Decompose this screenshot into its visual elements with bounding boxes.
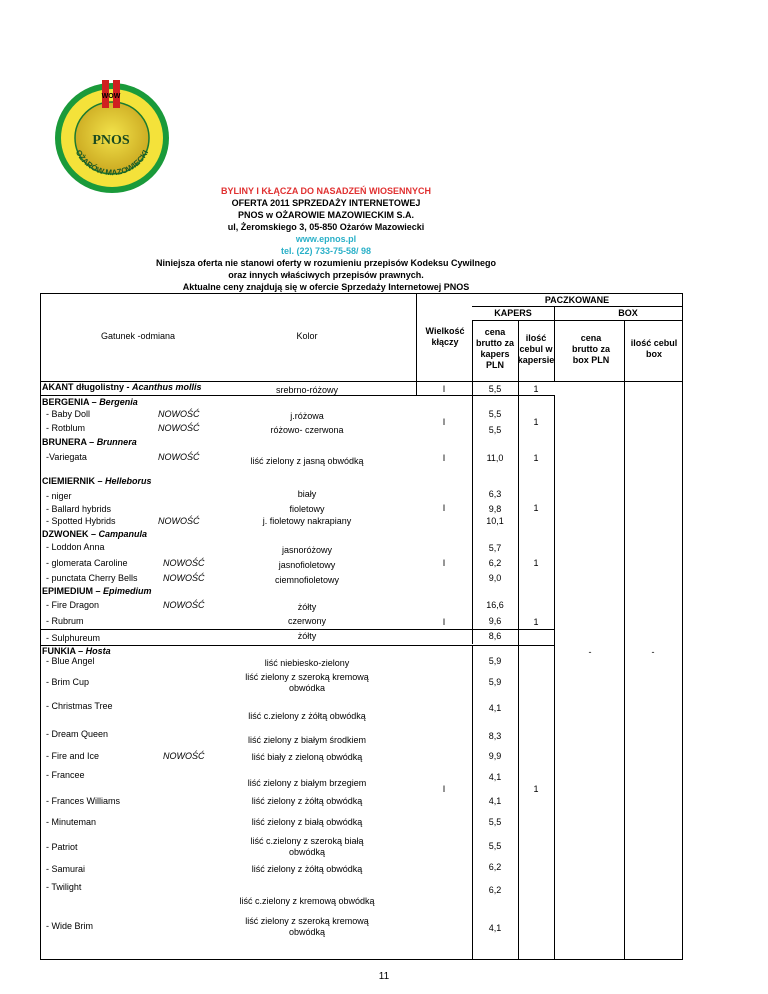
size-cell: I [442, 503, 446, 513]
color-cell: biały [297, 489, 317, 499]
kap-qty-cell: 1 [533, 503, 539, 513]
variety-name: - Sulphureum [46, 633, 101, 643]
offer-subtitle: OFERTA 2011 SPRZEDAŻY INTERNETOWEJ [231, 198, 421, 208]
size-cell: I [442, 417, 446, 427]
legal-note-1: Niniejsza oferta nie stanowi oferty w rozumieniu przepisów Kodeksu Cywilnego [155, 258, 497, 268]
variety-name: - Wide Brim [46, 921, 93, 931]
size-cell: I [442, 784, 446, 794]
variety-name: - punctata Cherry Bells [46, 573, 138, 583]
variety-name: - Rotblum [46, 423, 86, 433]
new-badge: NOWOŚĆ [158, 423, 200, 433]
pnos-logo [53, 72, 171, 194]
kap-price-cell: 11,0 [486, 453, 504, 463]
grid-line [41, 629, 555, 630]
website-link[interactable]: www.epnos.pl [295, 234, 357, 244]
box-price-header-2: brutto za [572, 344, 610, 354]
group-title-bergenia: BERGENIA – Bergenia [42, 397, 138, 407]
variety-name: - Loddon Anna [46, 542, 105, 552]
kap-price-cell: 5,7 [488, 543, 502, 553]
company-name: PNOS w OŻAROWIE MAZOWIECKIM S.A. [238, 210, 414, 220]
kap-price-cell: 5,5 [488, 817, 502, 827]
grid-line [472, 320, 473, 644]
kap-price-cell: 10,1 [486, 516, 504, 526]
variety-name: - niger [46, 491, 72, 501]
color-cell: żółty [297, 602, 317, 612]
grid-line [472, 645, 473, 959]
size-header-1: Wielkość [425, 326, 465, 336]
size-cell: I [442, 384, 446, 394]
box-header: BOX [618, 308, 638, 318]
group-title-dzwonek: DZWONEK – Campanula [42, 529, 148, 539]
group-title-epimedium: EPIMEDIUM – Epimedium [42, 586, 152, 596]
size-header-2: kłączy [431, 337, 459, 347]
box-price-cell: - [588, 647, 592, 657]
group-title-funkia: FUNKIA – Hosta [42, 646, 111, 656]
kap-qty-cell: 1 [533, 617, 539, 627]
kap-price-cell: 4,1 [488, 772, 502, 782]
variety-name: - Christmas Tree [46, 701, 113, 711]
kap-qty-header-3: kapersie [517, 355, 555, 365]
kap-price-header-2: brutto za [476, 338, 514, 348]
grid-line [472, 306, 682, 307]
variety-name: - Francee [46, 770, 85, 780]
kap-price-cell: 9,0 [488, 573, 502, 583]
variety-name: - Minuteman [46, 817, 97, 827]
kap-price-cell: 6,2 [488, 862, 502, 872]
grid-line [518, 320, 519, 959]
phone-number: tel. (22) 733-75-58/ 98 [280, 246, 372, 256]
kap-qty-cell: 1 [533, 558, 539, 568]
grid-line [554, 395, 555, 959]
color-cell: liść zielony z szeroką kremową obwódką [245, 916, 369, 937]
kap-qty-header-2: cebul w [519, 344, 553, 354]
kap-price-cell: 4,1 [488, 703, 502, 713]
color-cell: liść c.zielony z kremową obwódką [239, 896, 375, 906]
color-cell: liść zielony z jasną obwódką [250, 456, 364, 466]
variety-name: - Ballard hybrids [46, 504, 112, 514]
legal-note-3: Aktualne ceny znajdują się w ofercie Sprzedaży Internetowej PNOS [182, 282, 470, 292]
variety-name: - Fire Dragon [46, 600, 100, 610]
kap-qty-cell: 1 [533, 417, 539, 427]
new-badge: NOWOŚĆ [163, 600, 205, 610]
variety-name: - Baby Doll [46, 409, 91, 419]
color-cell: srebrno-różowy [275, 385, 339, 395]
kap-price-cell: 5,5 [488, 425, 502, 435]
grid-line [472, 320, 682, 321]
group-title-brunera: BRUNERA – Brunnera [42, 437, 137, 447]
color-cell: czerwony [287, 616, 327, 626]
color-cell: liść zielony z żółtą obwódką [251, 864, 363, 874]
size-cell: I [442, 558, 446, 568]
variety-name: - Blue Angel [46, 656, 95, 666]
color-cell: liść zielony z żółtą obwódką [251, 796, 363, 806]
color-cell: liść biały z zieloną obwódką [251, 752, 363, 762]
kap-price-cell: 8,6 [488, 631, 502, 641]
kap-price-header-3: kapers [480, 349, 510, 359]
kap-price-cell: 9,9 [488, 751, 502, 761]
kap-qty-header-1: ilość [525, 333, 547, 343]
color-cell: liść zielony z białym brzegiem [247, 778, 367, 788]
grid-line [554, 306, 555, 381]
logo-top-text: WOW [101, 93, 121, 100]
logo-ring-text: OŻARÓW MAZOWIECKI [73, 148, 151, 178]
box-qty-header-1: ilość cebul [630, 338, 678, 348]
kap-price-cell: 5,9 [488, 677, 502, 687]
color-cell: liść c.zielony z żółtą obwódką [248, 711, 366, 721]
color-cell: żółty [297, 631, 317, 641]
variety-name: - Twilight [46, 882, 82, 892]
group-title-ciemiernik: CIEMIERNIK – Helleborus [42, 476, 152, 486]
grid-line [41, 645, 555, 646]
kap-price-cell: 4,1 [488, 923, 502, 933]
kap-price-cell: 6,2 [488, 558, 502, 568]
variety-name: - Dream Queen [46, 729, 109, 739]
company-address: ul, Żeromskiego 3, 05-850 Ożarów Mazowiecki [227, 222, 425, 232]
kap-price-cell: 6,3 [488, 489, 502, 499]
new-badge: NOWOŚĆ [158, 452, 200, 462]
color-cell: j.różowa [290, 411, 324, 421]
variety-name: - glomerata Caroline [46, 558, 128, 568]
color-cell: liść zielony z białą obwódką [251, 817, 363, 827]
variety-name: - Spotted Hybrids [46, 516, 116, 526]
new-badge: NOWOŚĆ [158, 516, 200, 526]
variety-name: - Samurai [46, 864, 86, 874]
kap-price-cell: 9,8 [488, 504, 502, 514]
grid-line [624, 320, 625, 959]
color-cell: jasnofioletowy [278, 560, 336, 570]
offer-table [40, 293, 683, 960]
color-cell: różowo- czerwona [270, 425, 344, 435]
kap-price-cell: 4,1 [488, 796, 502, 806]
box-price-header-1: cena [580, 333, 602, 343]
kap-qty-cell: 1 [533, 784, 539, 794]
new-badge: NOWOŚĆ [158, 409, 200, 419]
kap-price-cell: 5,5 [488, 841, 502, 851]
color-cell: liść zielony z białym środkiem [247, 735, 367, 745]
new-badge: NOWOŚĆ [163, 573, 205, 583]
kap-price-cell: 5,5 [488, 409, 502, 419]
kap-price-cell: 5,5 [488, 384, 502, 394]
kapers-header: KAPERS [494, 308, 532, 318]
variety-name: - Patriot [46, 842, 78, 852]
kap-price-cell: 8,3 [488, 731, 502, 741]
color-cell: j. fioletowy nakrapiany [262, 516, 352, 526]
kap-price-cell: 5,9 [488, 656, 502, 666]
kap-price-header-1: cena [484, 327, 506, 337]
size-cell: I [442, 617, 446, 627]
species-header: Gatunek -odmiana [100, 331, 176, 341]
variety-name: -Variegata [46, 452, 87, 462]
page-number: 11 [378, 971, 390, 982]
variety-name: - Frances Williams [46, 796, 121, 806]
logo-center-text: PNOS [92, 133, 130, 148]
group-title-akant: AKANT długolistny - Acanthus mollis [42, 382, 202, 392]
color-header: Kolor [296, 331, 318, 341]
variety-name: - Fire and Ice [46, 751, 100, 761]
grid-line [472, 395, 554, 396]
color-cell: liść zielony z szeroką kremową obwódka [245, 672, 369, 693]
size-cell: I [442, 453, 446, 463]
variety-name: - Brim Cup [46, 677, 90, 687]
grid-line [416, 294, 417, 395]
box-price-header-3: box PLN [572, 355, 610, 365]
variety-name: - Rubrum [46, 616, 84, 626]
kap-price-cell: 6,2 [488, 885, 502, 895]
kap-qty-cell: 1 [533, 384, 539, 394]
kap-price-header-4: PLN [486, 360, 504, 370]
color-cell: fioletowy [289, 504, 325, 514]
color-cell: liść c.zielony z szeroką białą obwódką [250, 836, 364, 857]
legal-note-2: oraz innych właściwych przepisów prawnych. [228, 270, 424, 280]
new-badge: NOWOŚĆ [163, 751, 205, 761]
color-cell: ciemnofioletowy [274, 575, 340, 585]
kap-price-cell: 9,6 [488, 616, 502, 626]
kap-qty-cell: 1 [533, 453, 539, 463]
packed-header: PACZKOWANE [544, 295, 610, 305]
kap-price-cell: 16,6 [486, 600, 504, 610]
new-badge: NOWOŚĆ [163, 558, 205, 568]
offer-title: BYLINY I KŁĄCZA DO NASADZEŃ WIOSENNYCH [220, 186, 431, 196]
color-cell: liść niebiesko-zielony [264, 658, 350, 668]
box-qty-cell: - [651, 647, 655, 657]
color-cell: jasnoróżowy [281, 545, 333, 555]
box-qty-header-2: box [645, 349, 663, 359]
